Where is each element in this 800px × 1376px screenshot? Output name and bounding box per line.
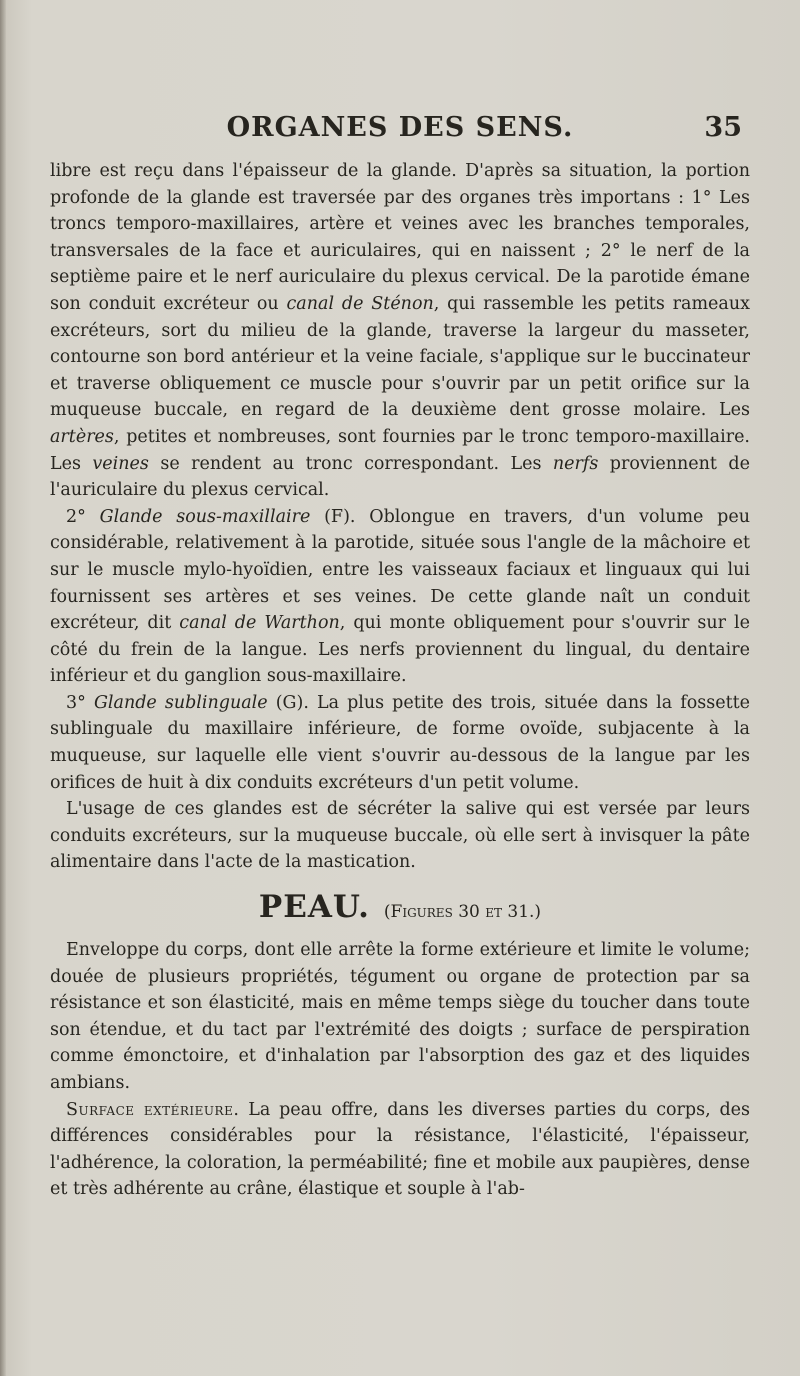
term-glande-sublinguale: Glande sublinguale — [93, 692, 268, 713]
figure-reference: (Figures 30 et 31.) — [383, 902, 542, 923]
paragraph-usage — [50, 796, 750, 876]
text-run: proviennent de l'auriculaire du plexus cervical. — [50, 453, 750, 501]
term-glande-sous-maxillaire: Glande sous-maxillaire — [99, 506, 311, 527]
paragraph-parotide — [50, 158, 750, 504]
text-run: , qui rassemble les petits rameaux excréteurs, sort du milieu de la glande, traverse la largeur du masseter, contourne son bord antérieur et la veine faciale, s'applique sur le buccinateur et traverse obliquement ce muscle pour s'ouvrir par un petit orifice sur la muqueuse buccale, en regard de la deuxième dent grosse molaire. Les — [50, 293, 750, 421]
text-run: , petites et nombreuses, sont fournies par le tronc temporo-maxillaire. Les — [50, 426, 750, 474]
item-number: 2° — [66, 506, 100, 527]
page-spine-shadow — [0, 0, 6, 1376]
page-number: 35 — [704, 112, 742, 143]
text-run: La peau offre, dans les diverses parties du corps, des différences considérables pour la résistance, l'élasticité, l'épaisseur, l'adhérence, la coloration, la perméabilité; fine et mobile aux paupières, dense et très adhérente au crâne, élastique et souple à l'ab- — [50, 1099, 750, 1200]
running-title: ORGANES DES SENS. — [226, 112, 574, 143]
section-heading-peau — [50, 889, 750, 927]
text-run: Enveloppe du corps, dont elle arrête la forme extérieure et limite le volume; douée de plusieurs propriétés, tégument ou organe de protection par sa résistance et son élasticité, mais en même temps siège du toucher dans toute son étendue, et du tact par l'extrémité des doigts ; surface de perspiration comme émonctoire, et d'inhalation par l'absorption des gaz et des liquides ambians. — [50, 940, 750, 1093]
text-run: (G). La plus petite des trois, située dans la fossette sublinguale du maxillaire inférieure, de forme ovoïde, subjacente à la muqueuse, sur laquelle elle vient s'ouvrir au-dessous de la langue par les orifices de huit à dix conduits excréteurs d'un petit volume. — [50, 692, 750, 793]
subheading-surface-exterieure: Surface extérieure. — [66, 1099, 240, 1120]
text-run: (F). Oblongue en travers, d'un volume peu considérable, relativement à la parotide, située sous l'angle de la mâchoire et sur le muscle mylo-hyoïdien, entre les vaisseaux faciaux et linguaux qui lui fournissent ses artères et ses veines. De cette glande naît un conduit excréteur, dit — [50, 506, 750, 634]
text-run: , qui monte obliquement pour s'ouvrir sur le côté du frein de la langue. Les nerfs proviennent du lingual, du dentaire inférieur et du ganglion sous-maxillaire. — [50, 613, 750, 687]
term-canal-stenon: canal de Sténon — [286, 293, 434, 314]
paragraph-surface-exterieure — [50, 1097, 750, 1203]
section-title: PEAU. — [258, 889, 370, 926]
term-arteres: artères — [50, 426, 114, 447]
body-text — [50, 158, 750, 1203]
paragraph-enveloppe — [50, 937, 750, 1097]
item-number: 3° — [66, 692, 94, 713]
text-run: L'usage de ces glandes est de sécréter la salive qui est versée par leurs conduits excréteurs, sur la muqueuse buccale, où elle sert à invisquer la pâte alimentaire dans l'acte de la mastication. — [50, 799, 750, 873]
term-nerfs: nerfs — [552, 453, 599, 474]
paragraph-glande-sous-maxillaire — [50, 504, 750, 690]
term-veines: veines — [92, 453, 149, 474]
page-header — [50, 112, 750, 156]
text-run: se rendent au tronc correspondant. Les — [148, 453, 553, 474]
term-canal-warthon: canal de Warthon — [179, 613, 340, 634]
paragraph-glande-sublinguale — [50, 690, 750, 796]
text-run: libre est reçu dans l'épaisseur de la glande. D'après sa situation, la portion profonde de la glande est traversée par des organes très importans : 1° Les troncs temporo-maxillaires, artère et veines avec les branches temporales, transversales de la face et auriculaires, qui en naissent ; 2° le nerf de la septième paire et le nerf auriculaire du plexus cervical. De la parotide émane son conduit excréteur ou — [50, 161, 750, 314]
